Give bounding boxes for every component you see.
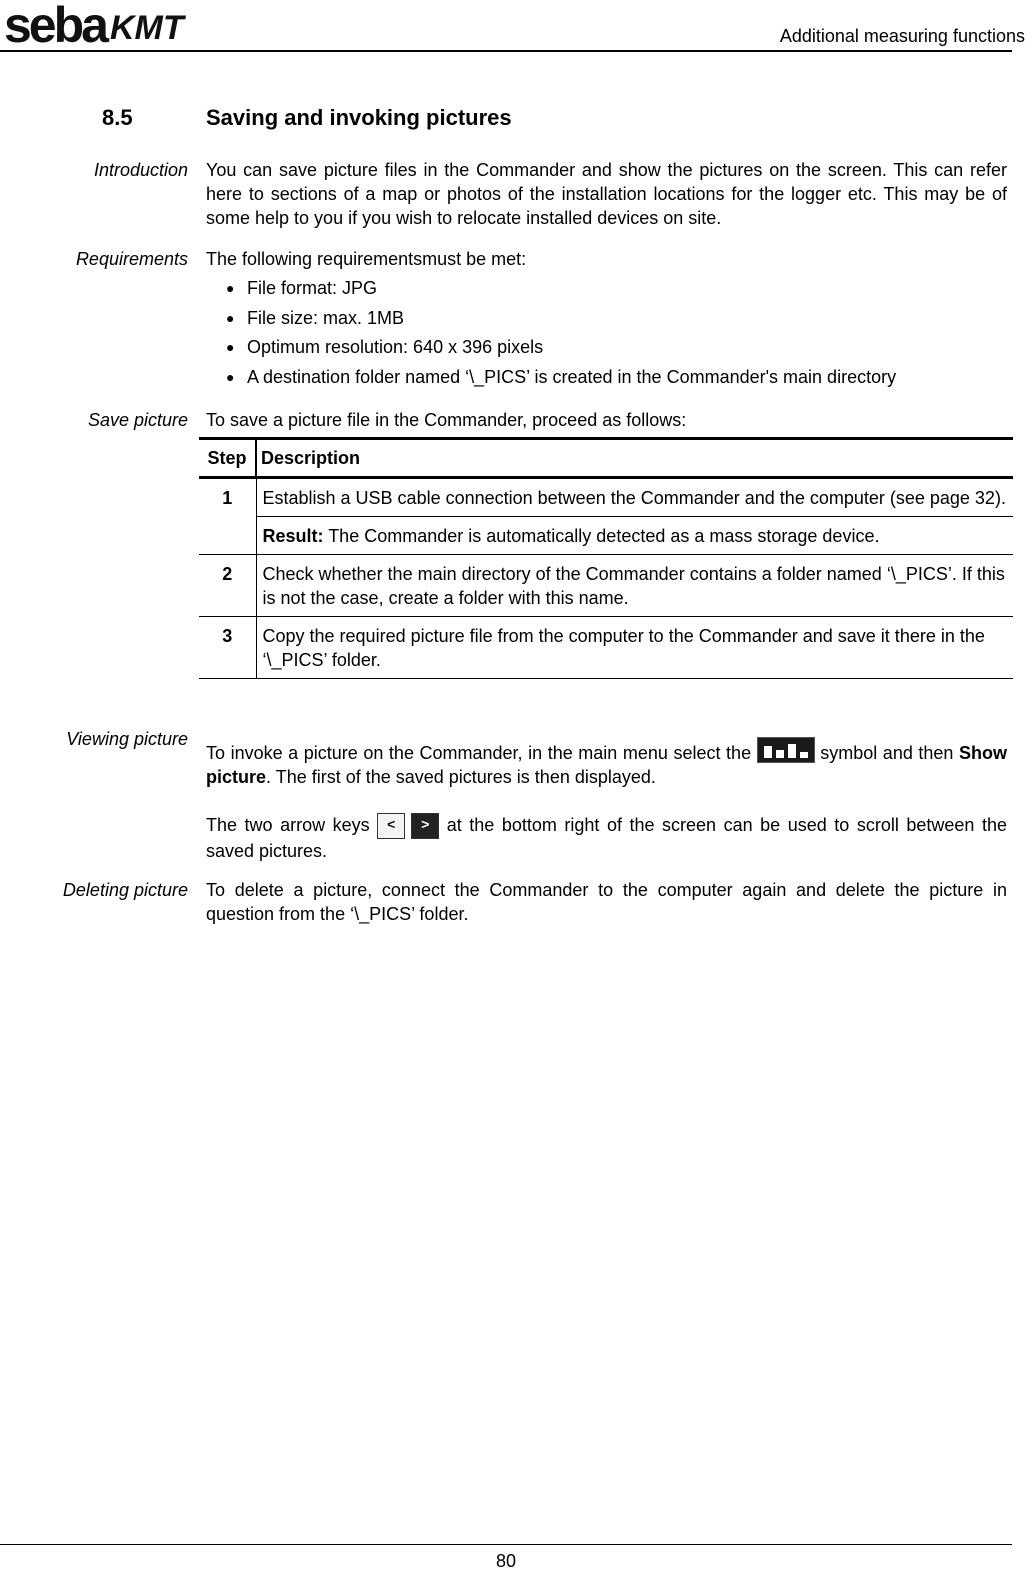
table-row: [199, 517, 1013, 555]
bullet-icon: ●: [226, 280, 235, 296]
save-picture-label: Save picture: [87, 410, 188, 430]
deleting-picture-label: Deleting picture: [62, 880, 188, 900]
list-item: ● File size: max. 1MB: [206, 304, 1007, 334]
requirements-list: [206, 274, 1007, 392]
step-description: Copy the required picture file from the computer to the Commander and save it there in the ‘\_PICS’ folder.: [262, 626, 985, 670]
company-logo: [4, 0, 184, 53]
bullet-icon: ●: [226, 309, 235, 326]
step-number: 2: [199, 555, 256, 617]
header-divider: [0, 50, 1012, 52]
arrow-keys-text: The two arrow keys < > at the bottom right of the screen can be used to scroll between the saved pictures.: [206, 815, 1007, 861]
step-result: [256, 517, 1013, 555]
list-item: ● Optimum resolution: 640 x 396 pixels: [206, 333, 1007, 363]
footer-divider: [0, 1544, 1012, 1545]
result-label: Result:: [262, 526, 324, 546]
running-header-title: Additional measuring functions: [779, 26, 1025, 46]
deleting-picture-text: To delete a picture, connect the Commander to the computer again and delete the picture in question from the ‘\_PICS’ folder.: [206, 880, 1007, 924]
viewing-picture-text: To invoke a picture on the Commander, in the main menu select the symbol and then Show picture. The first of the saved pictures is then displayed.: [206, 737, 1007, 789]
step-description: Establish a USB cable connection between the Commander and the computer (see page 32).: [262, 488, 1006, 508]
bullet-icon: ●: [226, 339, 235, 355]
step-number: 3: [199, 617, 256, 679]
introduction-text: You can save picture files in the Commander and show the pictures on the screen. This can refer here to sections of a map or photos of the installation locations for the logger etc. This may be of some help to you if you wish to relocate installed devices on site.: [206, 160, 1007, 228]
table-header-row: [199, 439, 1013, 478]
step-number: 1: [199, 478, 256, 555]
table-row: [199, 617, 1013, 679]
steps-table: [199, 437, 1013, 679]
arrow-right-key-icon: >: [411, 813, 439, 839]
save-picture-intro: To save a picture file in the Commander, proceed as follows:: [206, 410, 687, 430]
show-picture-term: Show picture: [206, 743, 1008, 787]
section-title: Saving and invoking pictures: [206, 105, 512, 130]
viewing-picture-label: Viewing picture: [66, 729, 188, 749]
table-row: [199, 555, 1013, 617]
introduction-label: Introduction: [93, 160, 188, 180]
list-item: ● File format: JPG: [206, 274, 1007, 304]
requirements-intro: The following requirementsmust be met:: [206, 249, 527, 269]
bullet-icon: ●: [226, 368, 235, 385]
column-header-step: Step: [199, 439, 256, 478]
arrow-left-key-icon: <: [377, 813, 405, 839]
measurement-menu-icon: [757, 737, 815, 763]
step-description: Check whether the main directory of the Commander contains a folder named ‘\_PICS’. If this is not the case, create a folder with this name.: [262, 564, 1005, 608]
table-row: [199, 478, 1013, 517]
section-number: 8.5: [102, 105, 133, 130]
result-text: The Commander is automatically detected as a mass storage device.: [323, 526, 880, 546]
list-item: ● A destination folder named ‘\_PICS’ is created in the Commander's main directory: [206, 363, 1007, 393]
column-header-description: Description: [261, 448, 361, 468]
logo-seba-text: seba: [4, 0, 106, 53]
page-number: 80: [495, 1551, 517, 1571]
logo-kmt-text: KMT: [109, 9, 184, 47]
requirements-label: Requirements: [75, 249, 188, 269]
